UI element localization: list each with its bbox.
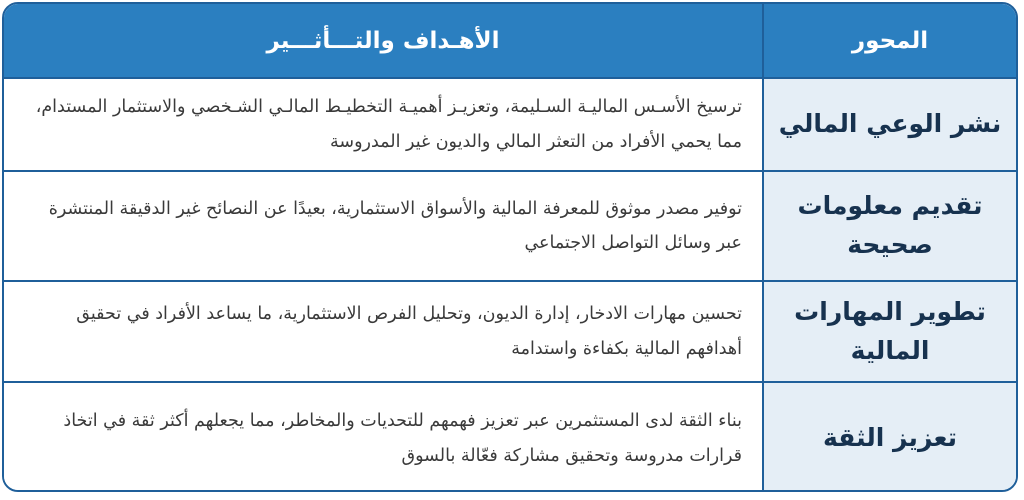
row-axis-cell: تطوير المهارات المالية xyxy=(763,281,1016,382)
row-axis-cell: نشر الوعي المالي xyxy=(763,78,1016,171)
header-row xyxy=(4,4,1016,78)
table-row xyxy=(4,78,1016,171)
table-header xyxy=(4,4,1016,78)
header-goals: الأهـداف والتـــأثـــير xyxy=(4,4,763,78)
row-goal-cell: ترسيخ الأسـس الماليـة السـليمة، وتعزيـز أهميـة التخطيـط المالـي الشـخصي والاستثمار المستدام، مما يحمي الأفراد من التعثر المالي والديون غير المدروسة xyxy=(4,78,763,171)
row-goal-cell: تحسين مهارات الادخار، إدارة الديون، وتحليل الفرص الاستثمارية، ما يساعد الأفراد في تحقيق أهدافهم المالية بكفاءة واستدامة xyxy=(4,281,763,382)
row-goal-cell: توفير مصدر موثوق للمعرفة المالية والأسواق الاستثمارية، بعيدًا عن النصائح غير الدقيقة المنتشرة عبر وسائل التواصل الاجتماعي xyxy=(4,171,763,281)
row-axis-cell: تقديم معلومات صحيحة xyxy=(763,171,1016,281)
table-row xyxy=(4,281,1016,382)
goals-table xyxy=(4,4,1016,492)
table-row xyxy=(4,171,1016,281)
table-row xyxy=(4,382,1016,492)
goals-table-container xyxy=(2,2,1018,492)
header-axis: المحور xyxy=(763,4,1016,78)
table-body xyxy=(4,78,1016,492)
row-goal-cell: بناء الثقة لدى المستثمرين عبر تعزيز فهمهم للتحديات والمخاطر، مما يجعلهم أكثر ثقة في اتخاذ قرارات مدروسة وتحقيق مشاركة فعّالة بالسوق xyxy=(4,382,763,492)
row-axis-cell: تعزيز الثقة xyxy=(763,382,1016,492)
